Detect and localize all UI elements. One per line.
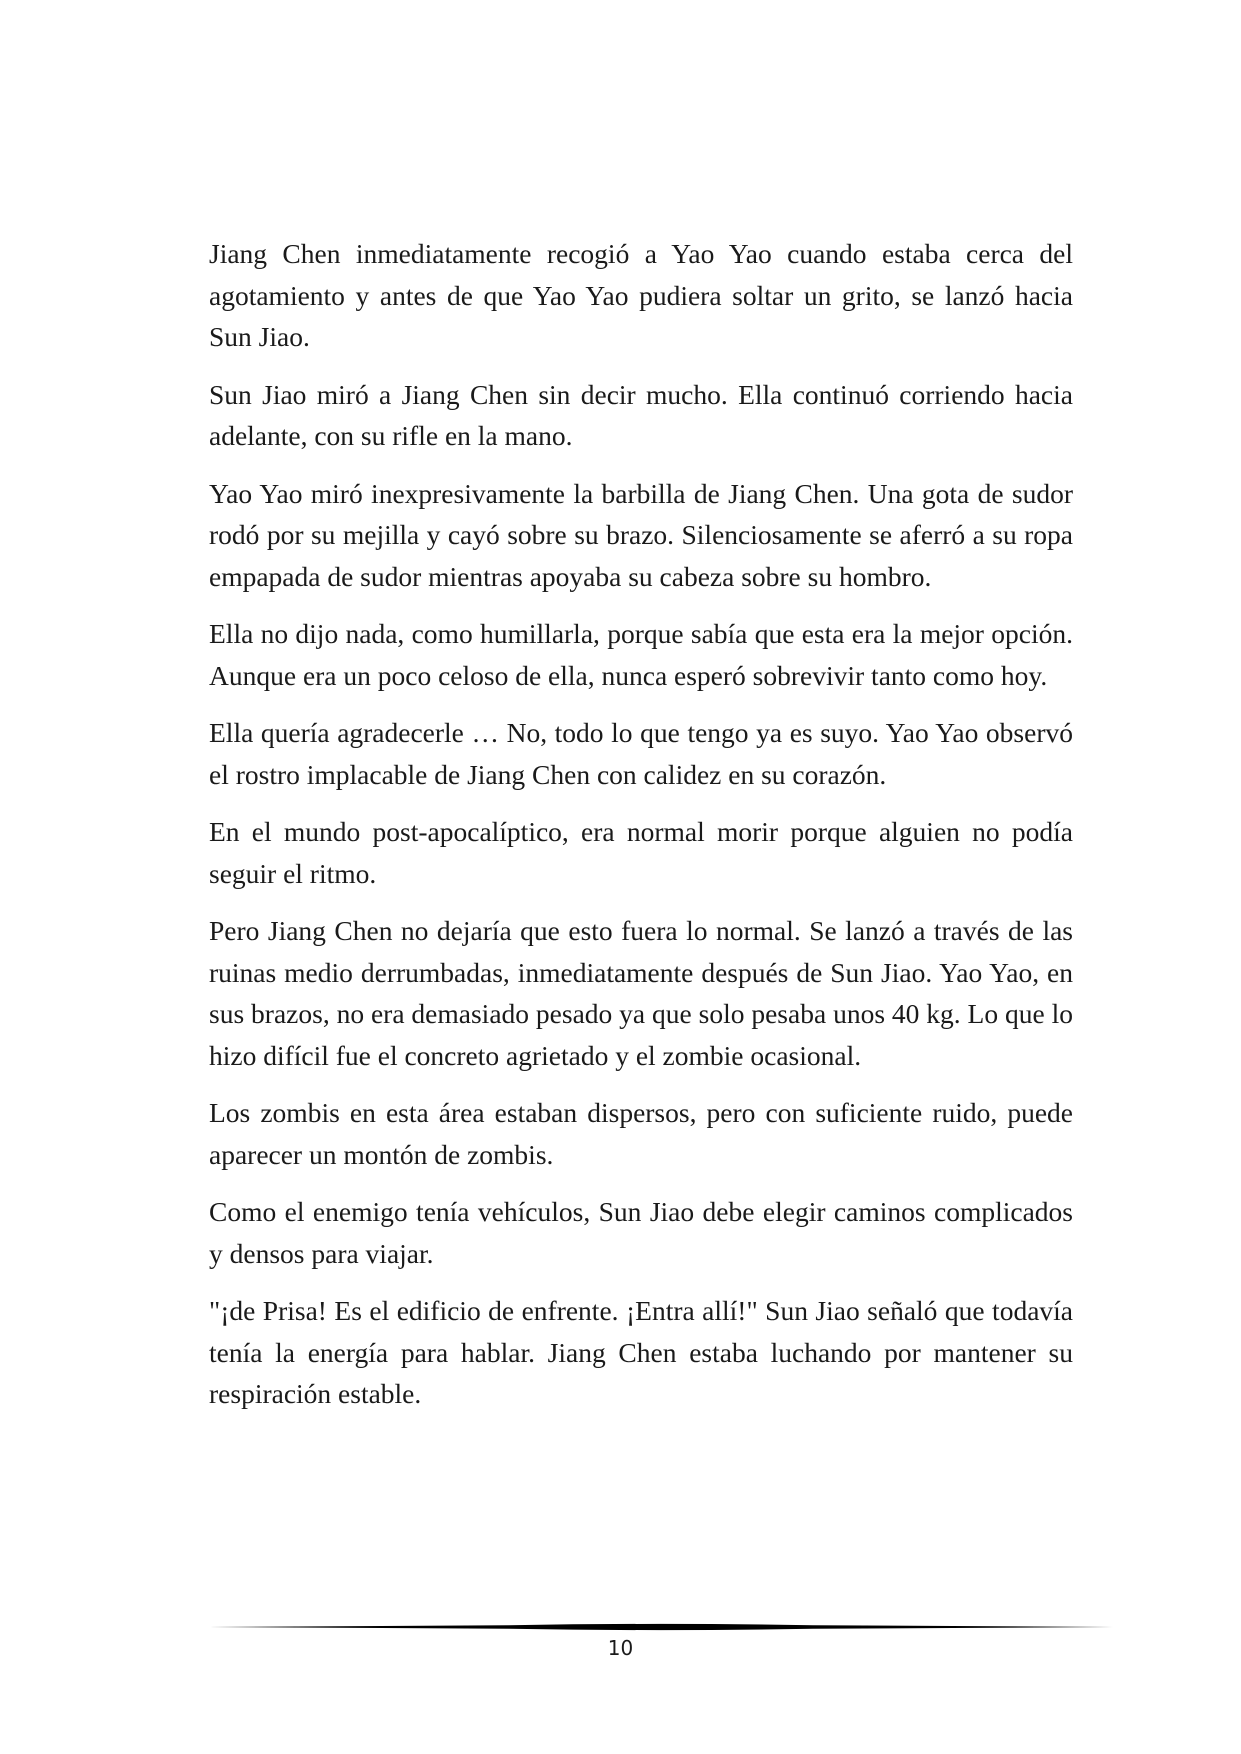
page-number: 10 bbox=[607, 1636, 634, 1660]
body-text bbox=[209, 233, 1073, 1431]
paragraph-8: Los zombis en esta área estaban dispersos, pero con suficiente ruido, puede aparecer un montón de zombis. bbox=[209, 1097, 1073, 1170]
paragraph-6: En el mundo post-apocalíptico, era normal morir porque alguien no podía seguir el ritmo. bbox=[209, 816, 1073, 889]
paragraph-5: Ella quería agradecerle … No, todo lo que tengo ya es suyo. Yao Yao observó el rostro implacable de Jiang Chen con calidez en su corazón. bbox=[209, 717, 1073, 790]
footer-divider bbox=[209, 1622, 1113, 1632]
paragraph-3: Yao Yao miró inexpresivamente la barbilla de Jiang Chen. Una gota de sudor rodó por su mejilla y cayó sobre su brazo. Silenciosamente se aferró a su ropa empapada de sudor mientras apoyaba su cabeza sobre su hombro. bbox=[209, 477, 1073, 592]
paragraph-7: Pero Jiang Chen no dejaría que esto fuera lo normal. Se lanzó a través de las ruinas medio derrumbadas, inmediatamente después de Sun Jiao. Yao Yao, en sus brazos, no era demasiado pesado ya que solo pesaba unos 40 kg. Lo que lo hizo difícil fue el concreto agrietado y el zombie ocasional. bbox=[209, 915, 1073, 1071]
paragraph-10: "¡de Prisa! Es el edificio de enfrente. ¡Entra allí!" Sun Jiao señaló que todavía tenía la energía para hablar. Jiang Chen estaba luchando por mantener su respiración estable. bbox=[209, 1295, 1073, 1409]
paragraph-9: Como el enemigo tenía vehículos, Sun Jiao debe elegir caminos complicados y densos para viajar. bbox=[209, 1196, 1073, 1269]
paragraph-1: Jiang Chen inmediatamente recogió a Yao Yao cuando estaba cerca del agotamiento y antes de que Yao Yao pudiera soltar un grito, se lanzó hacia Sun Jiao. bbox=[209, 238, 1073, 352]
paragraph-2: Sun Jiao miró a Jiang Chen sin decir mucho. Ella continuó corriendo hacia adelante, con su rifle en la mano. bbox=[209, 378, 1073, 451]
paragraph-4: Ella no dijo nada, como humillarla, porque sabía que esta era la mejor opción. Aunque era un poco celoso de ella, nunca esperó sobrevivir tanto como hoy. bbox=[209, 618, 1073, 691]
